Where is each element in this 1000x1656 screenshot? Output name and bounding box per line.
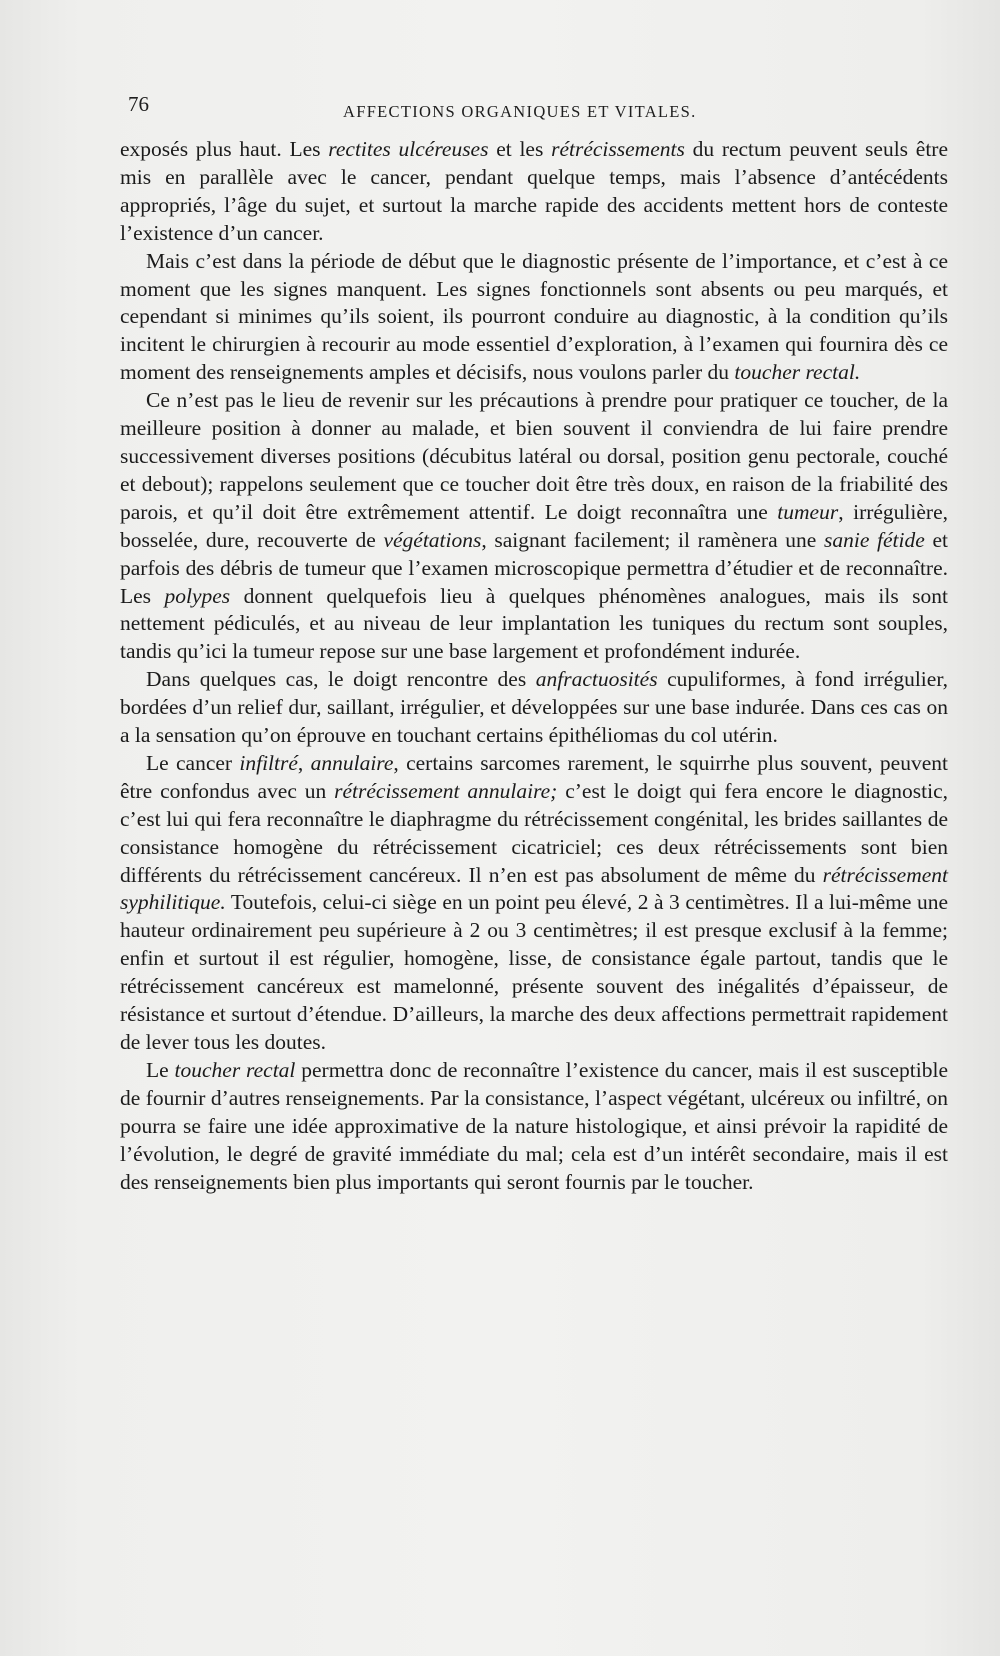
italic-term: sanie fétide xyxy=(824,527,925,552)
text-run: , certains sarcomes rarement, le squirrhe plus souvent, peuvent être confondus avec un xyxy=(120,750,948,803)
italic-term: rectites ulcéreuses xyxy=(328,137,489,161)
text-run: , xyxy=(297,750,311,775)
text-run: donnent quelquefois lieu à quelques phénomènes analogues, mais ils sont nettement pédiculés, et au niveau de leur implantation les tuniques du rectum sont souples, tandis qu’ici la tumeur repose sur une base largement et profondément indurée. xyxy=(120,583,949,664)
text-run: du rectum peuvent seuls être mis en parallèle avec le cancer, pendant quelque temps, mais l’absence d’antécédents appropriés, l’âge du sujet, et surtout la marche rapide des accidents mettent hors de conteste l’existence d’un cancer. xyxy=(120,137,948,245)
text-run: Toutefois, celui-ci siège en un point peu élevé, 2 à 3 centimètres. Il a lui-même une hauteur ordinairement peu supérieure à 2 ou 3 centimètres; il est presque exclusif à la femme; enfin et surtout il est régulier, homogène, lisse, de consistance égale partout, tandis que le rétrécissement cancéreux est mamelonné, présente souvent des inégalités d’épaisseur, de résistance et surtout d’étendue. D’ailleurs, la marche des deux affections permettrait rapidement de lever tous les doutes. xyxy=(120,890,948,1054)
paragraph xyxy=(120,1057,948,1197)
italic-term: infiltré xyxy=(239,750,298,775)
text-run: c’est le doigt qui fera encore le diagnostic, c’est lui qui fera reconnaître le diaphragme du rétrécissement congénital, les brides saillantes de consistance homogène du rétrécissement cicatriciel; ces deux rétrécissements sont bien différents du rétrécissement cancéreux. Il n’en est pas absolument de même du xyxy=(120,778,948,887)
text-run: Ce n’est pas le lieu de revenir sur les précautions à prendre pour pratiquer ce toucher, de la meilleure position à donner au malade, et bien souvent il conviendra de lui faire prendre successivement diverses positions (décubitus latéral ou dorsal, position genu pectorale, couché et debout); rappelons seulement que ce toucher doit être très doux, en raison de la friabilité des parois, et qu’il doit être extrêmement attentif. Le doigt reconnaîtra une xyxy=(120,388,948,524)
italic-term: anfractuosités xyxy=(535,667,658,692)
italic-term: annulaire xyxy=(310,750,394,775)
italic-term: végétations xyxy=(383,527,482,552)
page-number: 76 xyxy=(128,92,149,116)
italic-term: toucher rectal xyxy=(174,1057,296,1082)
text-run: et parfois des débris de tumeur que l’examen microscopique permettra d’étudier et de reconnaître. Les xyxy=(120,527,948,608)
text-run: , irrégulière, bosselée, dure, recouverte de xyxy=(120,499,948,552)
text-run: et les xyxy=(488,137,552,161)
italic-term: polypes xyxy=(164,583,231,608)
text-run: Le xyxy=(146,1057,175,1082)
text-run: , saignant facilement; il ramènera une xyxy=(481,527,824,552)
paragraph xyxy=(120,750,948,1057)
body-text xyxy=(120,136,948,1196)
italic-term: rétrécissement syphilitique. xyxy=(120,862,948,915)
paragraph xyxy=(120,666,948,750)
paragraph xyxy=(120,248,948,388)
italic-term: tumeur xyxy=(777,499,839,524)
text-run: Dans quelques cas, le doigt rencontre des xyxy=(146,667,536,692)
text-run: cupuliformes, à fond irrégulier, bordées d’un relief dur, saillant, irrégulier, et développées sur une base indurée. Dans ces cas on a la sensation qu’on éprouve en touchant certains épithéliomas du col utérin. xyxy=(120,667,948,748)
text-run: exposés plus haut. Les xyxy=(120,137,329,161)
italic-term: toucher rectal. xyxy=(734,360,861,385)
text-run: permettra donc de reconnaître l’existence du cancer, mais il est susceptible de fournir d’autres renseignements. Par la consistance, l’aspect végétant, ulcéreux ou infiltré, on pourra se faire une idée approximative de la nature histologique, et ainsi prévoir la rapidité de l’évolution, le degré de gravité immédiate du mal; cela est d’un intérêt secondaire, mais il est des renseignements bien plus importants qui seront fournis par le toucher. xyxy=(120,1057,948,1194)
italic-term: rétrécissement annulaire; xyxy=(334,778,558,803)
running-title: AFFECTIONS ORGANIQUES ET VITALES. xyxy=(343,102,697,121)
italic-term: rétrécissements xyxy=(551,137,685,161)
paragraph xyxy=(120,387,948,666)
paragraph xyxy=(120,136,948,248)
text-run: Le cancer xyxy=(146,750,240,775)
text-run: Mais c’est dans la période de début que le diagnostic présente de l’importance, et c’est à ce moment que les signes manquent. Les signes fonctionnels sont absents ou peu marqués, et cependant si minimes qu’ils soient, ils pourront conduire au diagnostic, à la condition qu’ils incitent le chirurgien à recourir au mode essentiel d’exploration, à l’examen qui fournira dès ce moment des renseignements amples et décisifs, nous voulons parler du xyxy=(120,248,948,385)
page-header xyxy=(128,92,768,124)
